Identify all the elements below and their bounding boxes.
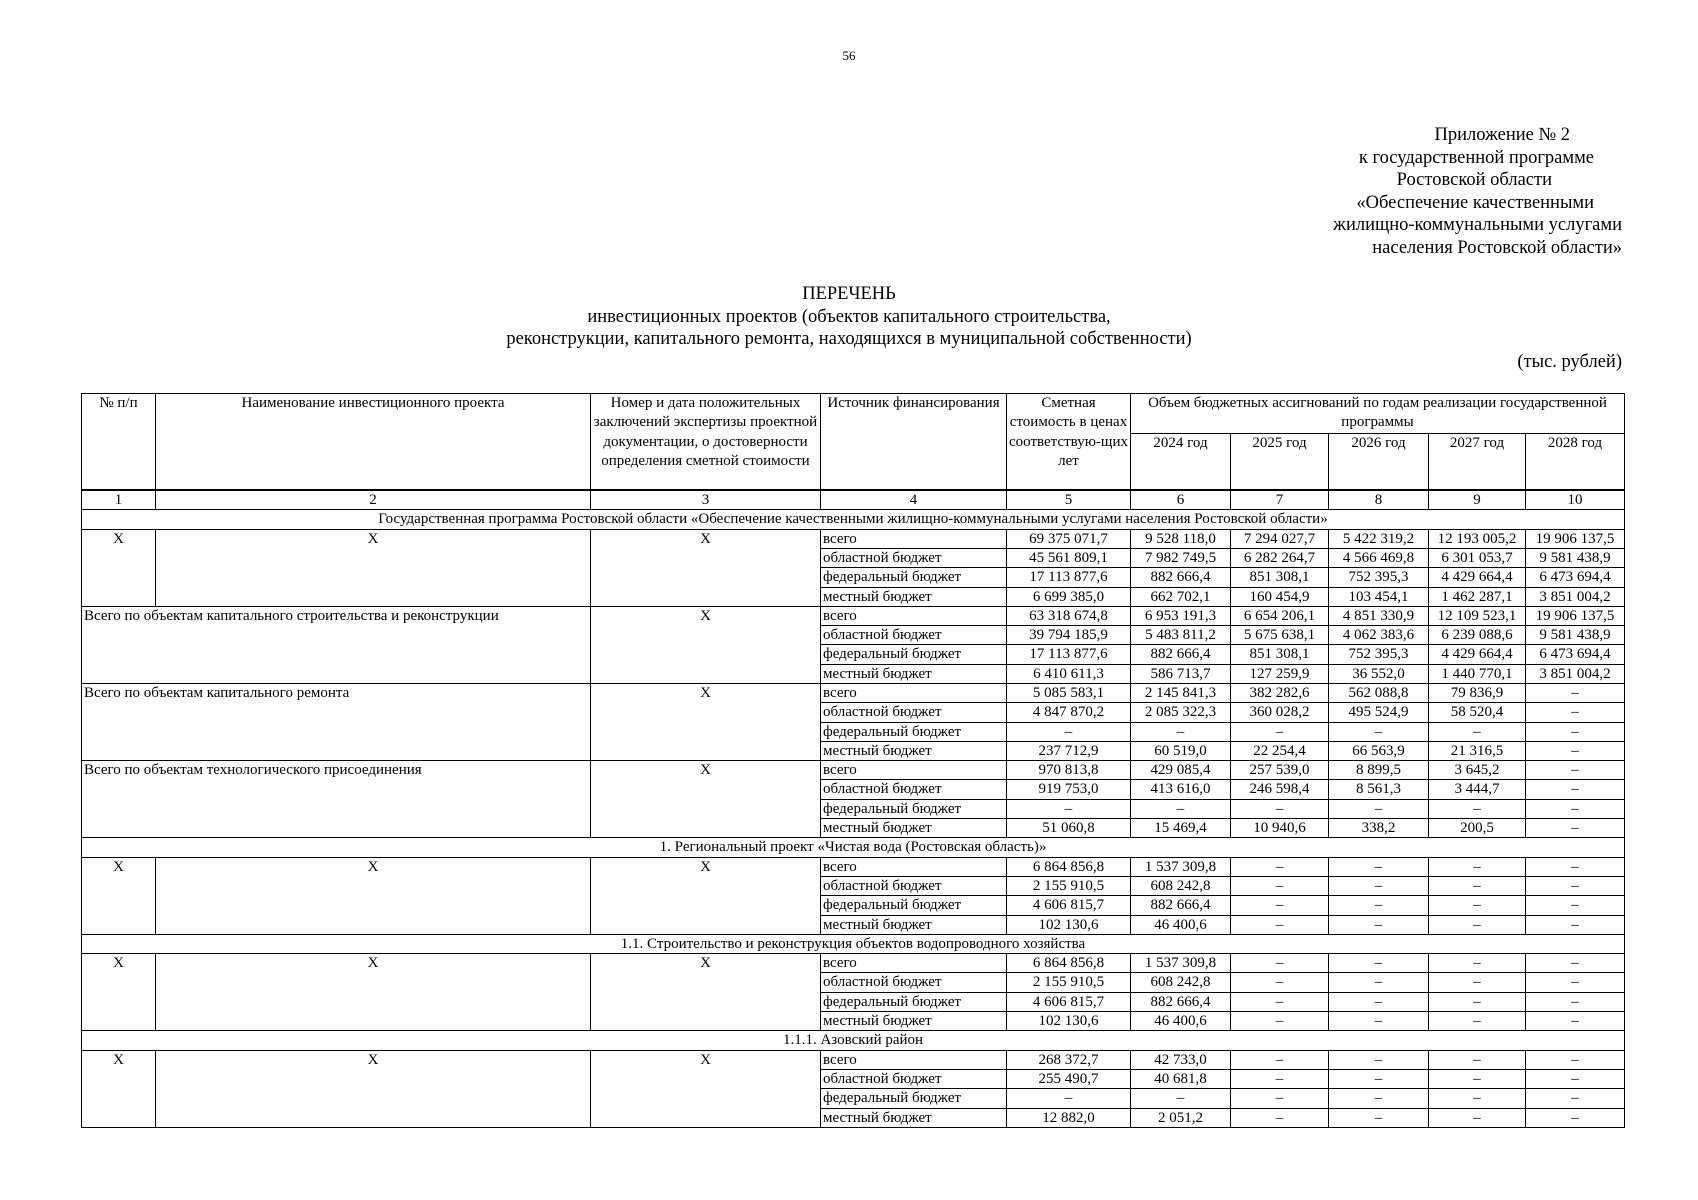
amount-cell: – [1526, 1089, 1625, 1108]
amount-cell: 7 294 027,7 [1231, 529, 1329, 548]
amount-cell: 21 316,5 [1429, 741, 1526, 760]
amount-cell: 12 109 523,1 [1429, 606, 1526, 625]
amount-cell: – [1526, 819, 1625, 838]
amount-cell: 246 598,4 [1231, 780, 1329, 799]
column-number: 7 [1231, 490, 1329, 510]
amount-cell: – [1526, 683, 1625, 702]
amount-cell: – [1131, 1089, 1231, 1108]
amount-cell: 9 581 438,9 [1526, 548, 1625, 567]
amount-cell: 22 254,4 [1231, 741, 1329, 760]
amount-cell: 237 712,9 [1007, 741, 1131, 760]
header-expertise: Номер и дата положительных заключений экспертизы проектной документации, о достоверности определения сметной стоимости [591, 394, 821, 491]
funding-source-cell: местный бюджет [821, 1012, 1007, 1031]
amount-cell: 58 520,4 [1429, 703, 1526, 722]
amount-cell: 4 062 383,6 [1329, 626, 1429, 645]
amount-cell: 6 953 191,3 [1131, 606, 1231, 625]
funding-source-cell: местный бюджет [821, 587, 1007, 606]
amount-cell: – [1429, 1069, 1526, 1088]
amount-cell: 40 681,8 [1131, 1069, 1231, 1088]
amount-cell: 17 113 877,6 [1007, 568, 1131, 587]
funding-source-cell: всего [821, 857, 1007, 876]
appendix-line: Ростовской области [1396, 170, 1552, 190]
expertise-cell: X [591, 606, 821, 683]
group-label-cell: Всего по объектам технологического присоединения [82, 761, 591, 838]
amount-cell: – [1429, 973, 1526, 992]
amount-cell: – [1429, 954, 1526, 973]
amount-cell: 6 473 694,4 [1526, 645, 1625, 664]
appendix-line: населения Ростовской области» [1372, 237, 1622, 258]
project-name-cell: X [156, 529, 591, 606]
amount-cell: 127 259,9 [1231, 664, 1329, 683]
title-line: инвестиционных проектов (объектов капитального строительства, [587, 306, 1111, 327]
amount-cell: 2 145 841,3 [1131, 683, 1231, 702]
amount-cell: 6 864 856,8 [1007, 954, 1131, 973]
funding-source-cell: федеральный бюджет [821, 1089, 1007, 1108]
amount-cell: – [1526, 857, 1625, 876]
amount-cell: 5 085 583,1 [1007, 683, 1131, 702]
amount-cell: – [1329, 1089, 1429, 1108]
amount-cell: 4 851 330,9 [1329, 606, 1429, 625]
amount-cell: 413 616,0 [1131, 780, 1231, 799]
amount-cell: – [1329, 992, 1429, 1011]
amount-cell: 2 155 910,5 [1007, 876, 1131, 895]
amount-cell: 19 906 137,5 [1526, 529, 1625, 548]
amount-cell: 4 606 815,7 [1007, 896, 1131, 915]
appendix-line: жилищно-коммунальными услугами [1333, 215, 1622, 235]
amount-cell: – [1231, 915, 1329, 934]
expertise-cell: X [591, 529, 821, 606]
amount-cell: 1 440 770,1 [1429, 664, 1526, 683]
amount-cell: – [1429, 1050, 1526, 1069]
column-number: 6 [1131, 490, 1231, 510]
funding-source-cell: областной бюджет [821, 626, 1007, 645]
title-heading: ПЕРЕЧЕНЬ [802, 284, 896, 304]
amount-cell: 662 702,1 [1131, 587, 1231, 606]
amount-cell: 19 906 137,5 [1526, 606, 1625, 625]
amount-cell: – [1231, 799, 1329, 818]
amount-cell: 6 699 385,0 [1007, 587, 1131, 606]
column-number: 1 [82, 490, 156, 510]
amount-cell: – [1231, 857, 1329, 876]
row-number-cell: X [82, 954, 156, 1031]
amount-cell: 63 318 674,8 [1007, 606, 1131, 625]
amount-cell: 102 130,6 [1007, 915, 1131, 934]
row-number-cell: X [82, 857, 156, 934]
amount-cell: – [1329, 857, 1429, 876]
amount-cell: 6 410 611,3 [1007, 664, 1131, 683]
amount-cell: 8 899,5 [1329, 761, 1429, 780]
funding-source-cell: областной бюджет [821, 548, 1007, 567]
amount-cell: – [1007, 722, 1131, 741]
amount-cell: 6 301 053,7 [1429, 548, 1526, 567]
amount-cell: – [1329, 722, 1429, 741]
amount-cell: – [1231, 1069, 1329, 1088]
amount-cell: – [1429, 1089, 1526, 1108]
amount-cell: – [1231, 954, 1329, 973]
funding-source-cell: федеральный бюджет [821, 799, 1007, 818]
amount-cell: – [1526, 973, 1625, 992]
header-estimated-cost: Сметная стоимость в ценах соответствую-щих лет [1007, 394, 1131, 491]
amount-cell: – [1329, 896, 1429, 915]
expertise-cell: X [591, 857, 821, 934]
amount-cell: – [1131, 799, 1231, 818]
amount-cell: – [1231, 1089, 1329, 1108]
amount-cell: 919 753,0 [1007, 780, 1131, 799]
funding-source-cell: местный бюджет [821, 741, 1007, 760]
amount-cell: 6 239 088,6 [1429, 626, 1526, 645]
header-year: 2028 год [1526, 433, 1625, 490]
table-row [82, 857, 1625, 876]
column-number: 2 [156, 490, 591, 510]
header-year: 2027 год [1429, 433, 1526, 490]
amount-cell: 608 242,8 [1131, 973, 1231, 992]
amount-cell: 752 395,3 [1329, 568, 1429, 587]
amount-cell: – [1429, 1012, 1526, 1031]
appendix-line: «Обеспечение качественными [1356, 192, 1594, 213]
funding-source-cell: местный бюджет [821, 664, 1007, 683]
funding-source-cell: всего [821, 1050, 1007, 1069]
amount-cell: 200,5 [1429, 819, 1526, 838]
expertise-cell: X [591, 761, 821, 838]
amount-cell: 46 400,6 [1131, 915, 1231, 934]
amount-cell: 4 847 870,2 [1007, 703, 1131, 722]
amount-cell: – [1429, 876, 1526, 895]
amount-cell: – [1231, 1108, 1329, 1127]
appendix-note [1202, 124, 1622, 259]
amount-cell: 51 060,8 [1007, 819, 1131, 838]
amount-cell: – [1429, 915, 1526, 934]
funding-source-cell: областной бюджет [821, 780, 1007, 799]
header-year: 2026 год [1329, 433, 1429, 490]
amount-cell: 79 836,9 [1429, 683, 1526, 702]
amount-cell: 851 308,1 [1231, 568, 1329, 587]
table-row [82, 683, 1625, 702]
section-title: 1.1. Строительство и реконструкция объектов водопроводного хозяйства [82, 934, 1625, 953]
table-row [82, 761, 1625, 780]
amount-cell: – [1526, 1050, 1625, 1069]
amount-cell: 586 713,7 [1131, 664, 1231, 683]
amount-cell: 4 566 469,8 [1329, 548, 1429, 567]
expertise-cell: X [591, 683, 821, 760]
amount-cell: 15 469,4 [1131, 819, 1231, 838]
amount-cell: 382 282,6 [1231, 683, 1329, 702]
funding-source-cell: местный бюджет [821, 915, 1007, 934]
table-row [82, 954, 1625, 973]
amount-cell: – [1329, 954, 1429, 973]
amount-cell: – [1007, 1089, 1131, 1108]
section-header-row [82, 934, 1625, 953]
table-row [82, 1050, 1625, 1069]
amount-cell: 10 940,6 [1231, 819, 1329, 838]
amount-cell: 3 645,2 [1429, 761, 1526, 780]
amount-cell: – [1329, 1069, 1429, 1088]
amount-cell: 2 155 910,5 [1007, 973, 1131, 992]
amount-cell: – [1131, 722, 1231, 741]
appendix-line: к государственной программе [1358, 147, 1594, 168]
amount-cell: – [1526, 954, 1625, 973]
column-number: 10 [1526, 490, 1625, 510]
amount-cell: 9 528 118,0 [1131, 529, 1231, 548]
amount-cell: 4 606 815,7 [1007, 992, 1131, 1011]
page-number: 56 [842, 48, 856, 63]
funding-source-cell: всего [821, 529, 1007, 548]
header-funding-source: Источник финансирования [821, 394, 1007, 491]
amount-cell: 608 242,8 [1131, 876, 1231, 895]
header-budget-allocations: Объем бюджетных ассигнований по годам реализации государственной программы [1131, 394, 1625, 434]
amount-cell: 103 454,1 [1329, 587, 1429, 606]
amount-cell: 255 490,7 [1007, 1069, 1131, 1088]
amount-cell: – [1329, 1012, 1429, 1031]
amount-cell: – [1329, 973, 1429, 992]
group-label-cell: Всего по объектам капитального строительства и реконструкции [82, 606, 591, 683]
amount-cell: 5 422 319,2 [1329, 529, 1429, 548]
amount-cell: – [1526, 1012, 1625, 1031]
table-row [82, 606, 1625, 625]
column-number: 9 [1429, 490, 1526, 510]
row-number-cell: X [82, 529, 156, 606]
amount-cell: 102 130,6 [1007, 1012, 1131, 1031]
amount-cell: – [1429, 1108, 1526, 1127]
funding-source-cell: областной бюджет [821, 876, 1007, 895]
column-number: 3 [591, 490, 821, 510]
amount-cell: 882 666,4 [1131, 896, 1231, 915]
amount-cell: – [1231, 1050, 1329, 1069]
document-title [0, 283, 1698, 351]
amount-cell: 17 113 877,6 [1007, 645, 1131, 664]
expertise-cell: X [591, 954, 821, 1031]
amount-cell: 257 539,0 [1231, 761, 1329, 780]
section-header-row [82, 1031, 1625, 1050]
amount-cell: – [1329, 1050, 1429, 1069]
project-name-cell: X [156, 857, 591, 934]
title-line: реконструкции, капитального ремонта, находящихся в муниципальной собственности) [506, 329, 1192, 349]
amount-cell: 6 654 206,1 [1231, 606, 1329, 625]
amount-cell: 60 519,0 [1131, 741, 1231, 760]
amount-cell: – [1526, 992, 1625, 1011]
section-header-row [82, 838, 1625, 857]
amount-cell: 69 375 071,7 [1007, 529, 1131, 548]
row-number-cell: X [82, 1050, 156, 1127]
funding-source-cell: федеральный бюджет [821, 896, 1007, 915]
amount-cell: 42 733,0 [1131, 1050, 1231, 1069]
amount-cell: 3 444,7 [1429, 780, 1526, 799]
amount-cell: – [1429, 896, 1526, 915]
amount-cell: – [1526, 915, 1625, 934]
amount-cell: – [1429, 722, 1526, 741]
amount-cell: – [1231, 722, 1329, 741]
header-year: 2025 год [1231, 433, 1329, 490]
amount-cell: 36 552,0 [1329, 664, 1429, 683]
amount-cell: – [1231, 876, 1329, 895]
section-title: 1. Региональный проект «Чистая вода (Ростовская область)» [82, 838, 1625, 857]
amount-cell: 1 537 309,8 [1131, 857, 1231, 876]
amount-cell: 5 483 811,2 [1131, 626, 1231, 645]
amount-cell: – [1231, 973, 1329, 992]
amount-cell: – [1429, 799, 1526, 818]
amount-cell: 360 028,2 [1231, 703, 1329, 722]
funding-source-cell: всего [821, 683, 1007, 702]
amount-cell: 882 666,4 [1131, 992, 1231, 1011]
funding-source-cell: областной бюджет [821, 973, 1007, 992]
amount-cell: 9 581 438,9 [1526, 626, 1625, 645]
amount-cell: 1 462 287,1 [1429, 587, 1526, 606]
amount-cell: – [1329, 799, 1429, 818]
amount-cell: – [1526, 1069, 1625, 1088]
amount-cell: – [1526, 741, 1625, 760]
amount-cell: – [1231, 1012, 1329, 1031]
amount-cell: – [1429, 857, 1526, 876]
amount-cell: 2 051,2 [1131, 1108, 1231, 1127]
amount-cell: 268 372,7 [1007, 1050, 1131, 1069]
column-number: 8 [1329, 490, 1429, 510]
amount-cell: 882 666,4 [1131, 645, 1231, 664]
funding-source-cell: федеральный бюджет [821, 568, 1007, 587]
amount-cell: 562 088,8 [1329, 683, 1429, 702]
column-number: 5 [1007, 490, 1131, 510]
amount-cell: 12 193 005,2 [1429, 529, 1526, 548]
project-name-cell: X [156, 1050, 591, 1127]
amount-cell: – [1231, 896, 1329, 915]
amount-cell: 429 085,4 [1131, 761, 1231, 780]
amount-cell: 12 882,0 [1007, 1108, 1131, 1127]
amount-cell: 6 282 264,7 [1231, 548, 1329, 567]
amount-cell: 8 561,3 [1329, 780, 1429, 799]
funding-source-cell: всего [821, 761, 1007, 780]
amount-cell: – [1231, 992, 1329, 1011]
column-numbers-row [82, 490, 1625, 510]
amount-cell: – [1007, 799, 1131, 818]
amount-cell: 7 982 749,5 [1131, 548, 1231, 567]
amount-cell: 45 561 809,1 [1007, 548, 1131, 567]
section-header-row [82, 510, 1625, 529]
amount-cell: 39 794 185,9 [1007, 626, 1131, 645]
funding-source-cell: федеральный бюджет [821, 722, 1007, 741]
project-name-cell: X [156, 954, 591, 1031]
funding-source-cell: областной бюджет [821, 1069, 1007, 1088]
amount-cell: 6 473 694,4 [1526, 568, 1625, 587]
investment-projects-table [81, 393, 1625, 1128]
amount-cell: – [1526, 703, 1625, 722]
amount-cell: – [1526, 799, 1625, 818]
amount-cell: – [1526, 1108, 1625, 1127]
header-year: 2024 год [1131, 433, 1231, 490]
amount-cell: 3 851 004,2 [1526, 587, 1625, 606]
amount-cell: 46 400,6 [1131, 1012, 1231, 1031]
amount-cell: 160 454,9 [1231, 587, 1329, 606]
column-number: 4 [821, 490, 1007, 510]
amount-cell: 6 864 856,8 [1007, 857, 1131, 876]
amount-cell: – [1329, 1108, 1429, 1127]
section-title: 1.1.1. Азовский район [82, 1031, 1625, 1050]
table-row [82, 529, 1625, 548]
appendix-line: Приложение № 2 [1434, 125, 1570, 145]
amount-cell: 5 675 638,1 [1231, 626, 1329, 645]
expertise-cell: X [591, 1050, 821, 1127]
units-label: (тыс. рублей) [1517, 352, 1622, 372]
amount-cell: 4 429 664,4 [1429, 645, 1526, 664]
group-label-cell: Всего по объектам капитального ремонта [82, 683, 591, 760]
section-title: Государственная программа Ростовской области «Обеспечение качественными жилищно-коммунальными услугами населения Ростовской области» [82, 510, 1625, 529]
amount-cell: 338,2 [1329, 819, 1429, 838]
amount-cell: – [1526, 876, 1625, 895]
amount-cell: – [1526, 722, 1625, 741]
funding-source-cell: местный бюджет [821, 1108, 1007, 1127]
header-project-name: Наименование инвестиционного проекта [156, 394, 591, 491]
funding-source-cell: областной бюджет [821, 703, 1007, 722]
funding-source-cell: всего [821, 954, 1007, 973]
amount-cell: – [1526, 896, 1625, 915]
amount-cell: 970 813,8 [1007, 761, 1131, 780]
amount-cell: – [1526, 761, 1625, 780]
funding-source-cell: федеральный бюджет [821, 992, 1007, 1011]
amount-cell: 4 429 664,4 [1429, 568, 1526, 587]
amount-cell: 1 537 309,8 [1131, 954, 1231, 973]
funding-source-cell: всего [821, 606, 1007, 625]
header-number: № п/п [82, 394, 156, 491]
funding-source-cell: местный бюджет [821, 819, 1007, 838]
amount-cell: 66 563,9 [1329, 741, 1429, 760]
amount-cell: 851 308,1 [1231, 645, 1329, 664]
amount-cell: 495 524,9 [1329, 703, 1429, 722]
amount-cell: 2 085 322,3 [1131, 703, 1231, 722]
amount-cell: – [1526, 780, 1625, 799]
amount-cell: – [1329, 915, 1429, 934]
amount-cell: – [1329, 876, 1429, 895]
amount-cell: 882 666,4 [1131, 568, 1231, 587]
amount-cell: 3 851 004,2 [1526, 664, 1625, 683]
amount-cell: 752 395,3 [1329, 645, 1429, 664]
amount-cell: – [1429, 992, 1526, 1011]
funding-source-cell: федеральный бюджет [821, 645, 1007, 664]
